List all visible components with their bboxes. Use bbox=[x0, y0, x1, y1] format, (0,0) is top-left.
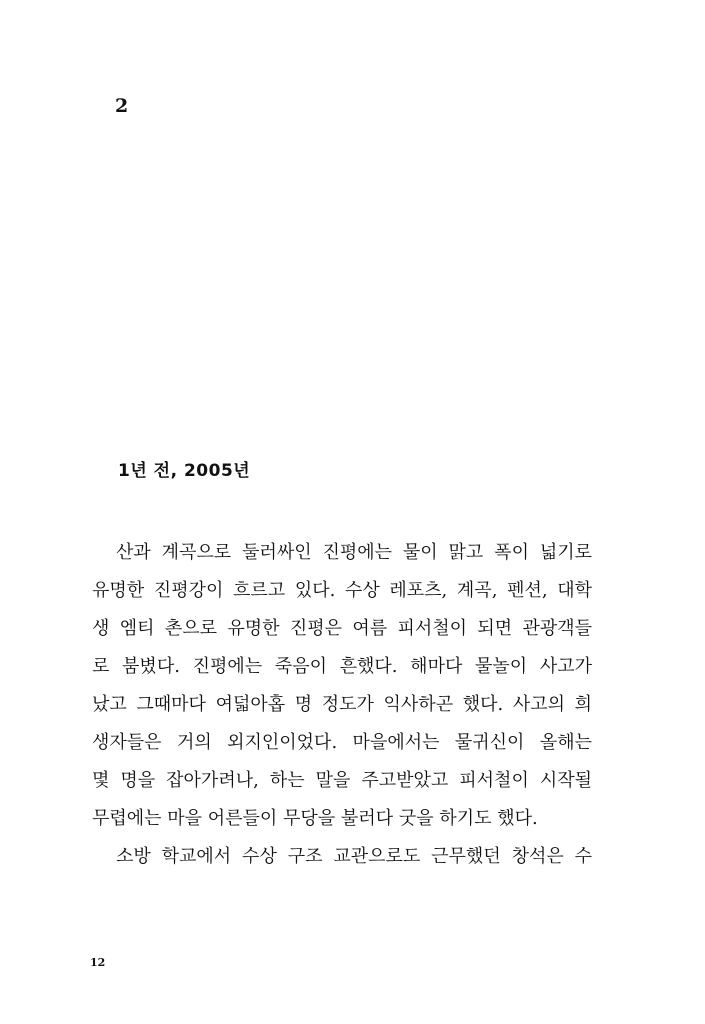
body-line: 소방 학교에서 수상 구조 교관으로도 근무했던 창석은 수 bbox=[116, 846, 592, 867]
page-number: 12 bbox=[90, 956, 106, 969]
body-line: 생 엠티 촌으로 유명한 진평은 여름 피서철이 되면 관광객들 bbox=[92, 618, 592, 639]
body-line: 유명한 진평강이 흐르고 있다. 수상 레포츠, 계곡, 펜션, 대학 bbox=[92, 580, 592, 601]
chapter-number: 2 bbox=[115, 95, 129, 117]
body-line: 몇 명을 잡아가려나, 하는 말을 주고받았고 피서철이 시작될 bbox=[92, 770, 592, 791]
body-line: 무렵에는 마을 어른들이 무당을 불러다 굿을 하기도 했다. bbox=[92, 808, 538, 829]
body-line: 생자들은 거의 외지인이었다. 마을에서는 물귀신이 올해는 bbox=[92, 732, 592, 753]
section-heading: 1년 전, 2005년 bbox=[118, 461, 251, 481]
body-text bbox=[92, 534, 592, 876]
body-line: 로 붐볐다. 진평에는 죽음이 흔했다. 해마다 물놀이 사고가 bbox=[92, 656, 592, 677]
body-line: 났고 그때마다 여덟아홉 명 정도가 익사하곤 했다. 사고의 희 bbox=[92, 694, 592, 715]
body-line: 산과 계곡으로 둘러싸인 진평에는 물이 맑고 폭이 넓기로 bbox=[116, 542, 592, 563]
